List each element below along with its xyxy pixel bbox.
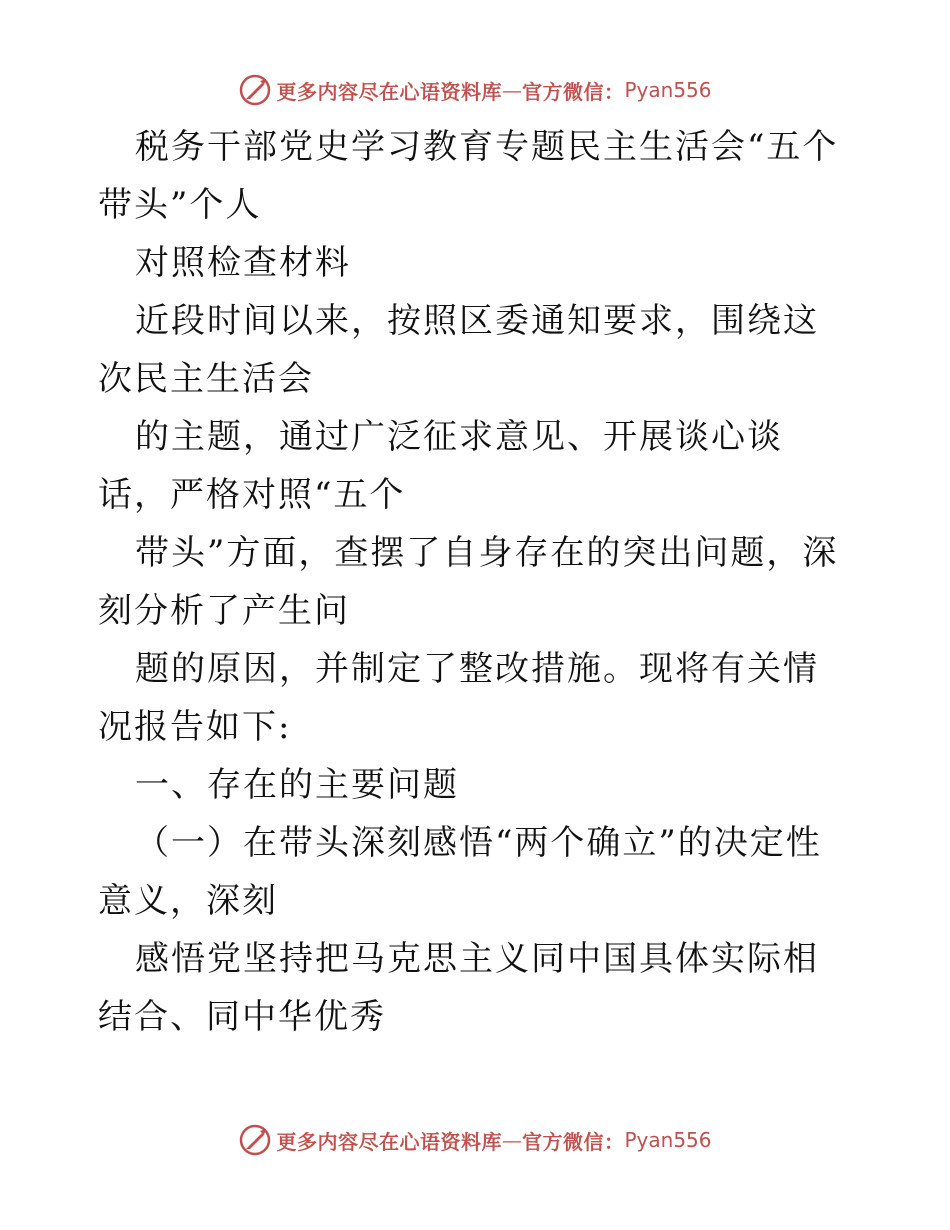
watermark-separator: — [501,78,522,102]
paragraph: 感悟党坚持把马克思主义同中国具体实际相结合、同中华优秀 [98,939,819,1037]
section-heading: 一、存在的主要问题 [135,765,459,805]
watermark-banner-bottom [0,1120,950,1160]
document-body [98,118,854,1046]
paragraph: 的主题，通过广泛征求意见、开展谈心谈话，严格对照“五个 [98,417,783,515]
watermark-separator: — [501,1128,522,1152]
quill-logo-icon [238,1123,272,1157]
watermark-wechat-id: Pyan556 [624,1128,712,1152]
watermark-label: 官方微信： [521,1129,625,1154]
paragraph: 近段时间以来，按照区委通知要求，围绕这次民主生活会 [98,301,819,399]
quill-logo-icon [238,73,272,107]
watermark-site-name: 更多内容尽在心语资料库 [276,1129,502,1154]
document-title: 税务干部党史学习教育专题民主生活会“五个带头”个人 [98,127,839,225]
watermark-banner-top [0,70,950,110]
document-subtitle: 对照检查材料 [135,243,351,283]
watermark-site-name: 更多内容尽在心语资料库 [276,79,502,104]
watermark-label: 官方微信： [521,79,625,104]
paragraph: （一）在带头深刻感悟“两个确立”的决定性意义，深刻 [98,823,822,921]
paragraph: 题的原因，并制定了整改措施。现将有关情况报告如下: [98,649,819,747]
watermark-wechat-id: Pyan556 [624,78,712,102]
paragraph: 带头”方面，查摆了自身存在的突出问题，深刻分析了产生问 [98,533,839,631]
